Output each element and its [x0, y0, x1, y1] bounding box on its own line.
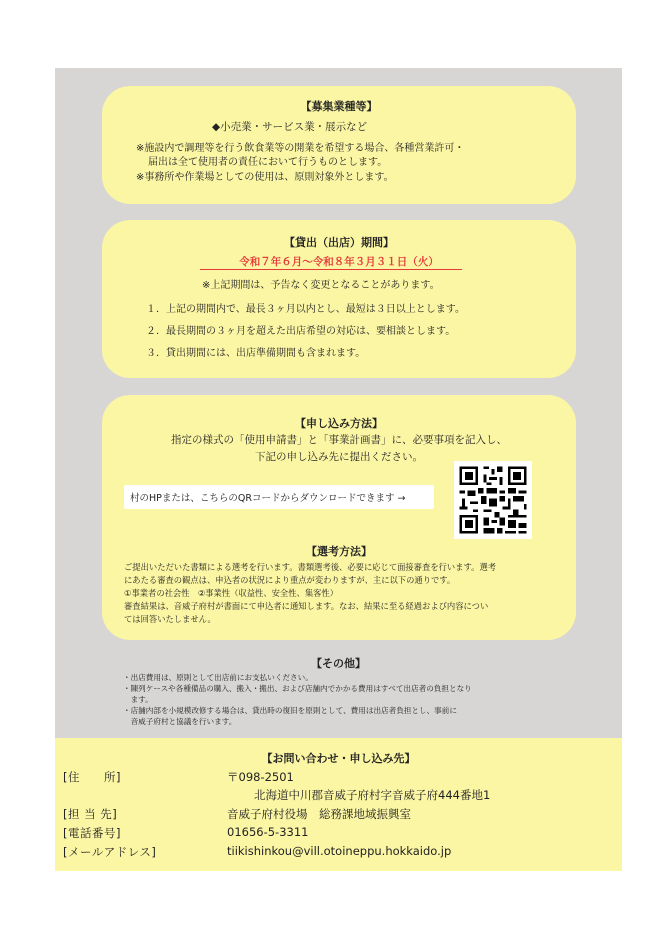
other-heading: 【その他】 [311, 657, 366, 670]
other-line-2: ・陳列ケースや各種備品の購入、搬入・搬出、および店舗内でかかる費用はすべて出店者の負担となり [123, 684, 472, 693]
address-label: [住 所] [63, 770, 121, 784]
recruit-heading: 【募集業種等】 [300, 100, 378, 113]
dest-label: [担 当 先] [63, 807, 118, 821]
phone-value[interactable]: 01656-5-3311 [227, 825, 309, 839]
other-line-1: ・出店費用は、原則として出店前にお支払いください。 [123, 673, 313, 682]
mail-label: [メールアドレス] [63, 845, 157, 859]
recruit-note-1b: 届出は全て使用者の責任において行うものとします。 [148, 157, 388, 168]
period-notice: ※上記期間は、予告なく変更となることがあります。 [202, 280, 440, 291]
selection-line-2: にあたる審査の観点は、申込者の状況により重点が変わりますが、主に以下の通りです。 [124, 575, 456, 585]
qr-download-box [124, 485, 434, 509]
period-item-3: ３．貸出期間には、出店準備期間も含まれます。 [146, 348, 366, 359]
period-card [102, 220, 576, 378]
period-dates-underline [200, 269, 462, 270]
phone-label: [電話番号] [63, 826, 121, 840]
selection-line-4: 審査結果は、音威子府村が書面にて申込者に通知します。なお、結果に至る経過および内容につい [124, 601, 489, 611]
qr-code-icon[interactable] [454, 461, 532, 539]
other-line-5: 音威子府村と協議を行います。 [123, 717, 237, 726]
other-line-4: ・店舗内部を小規模改修する場合は、貸出時の復旧を原則として、費用は出店者負担とし、事前に [123, 706, 457, 715]
mail-value[interactable]: tiikishinkou@vill.otoineppu.hokkaido.jp [227, 844, 452, 858]
dest-value: 音威子府村役場 総務課地域振興室 [227, 807, 411, 821]
recruit-note-2: ※事務所や作業場としての使用は、原則対象外とします。 [136, 172, 394, 183]
flyer-sheet [55, 68, 622, 871]
recruit-note-1a: ※施設内で調理等を行う飲食業等の開業を希望する場合、各種営業許可・ [136, 143, 465, 154]
contact-heading: 【お問い合わせ・申し込み先】 [261, 752, 416, 765]
other-line-3: ます。 [123, 695, 153, 704]
selection-line-5: ては回答いたしません。 [124, 614, 216, 624]
apply-heading: 【申し込み方法】 [295, 417, 383, 430]
selection-line-3: ①事業者の社会性 ②事業性（収益性、安全性、集客性） [124, 588, 339, 598]
period-dates: 令和７年６月～令和８年３月３１日（火） [239, 256, 439, 268]
address-value: 北海道中川郡音威子府村字音威子府444番地1 [254, 788, 491, 802]
selection-line-1: ご提出いただいた書類による選考を行います。書類選考後、必要に応じて面接審査を行います。選考 [124, 562, 497, 572]
recruit-card [102, 86, 576, 204]
selection-heading: 【選考方法】 [306, 545, 372, 558]
recruit-category: ◆小売業・サービス業・展示など [212, 121, 368, 133]
period-item-2: ２．最長期間の３ヶ月を超えた出店希望の対応は、要相談とします。 [146, 326, 456, 337]
period-item-1: １．上記の期間内で、最長３ヶ月以内とし、最短は３日以上とします。 [146, 304, 465, 315]
apply-line-2: 下記の申し込み先に提出ください。 [255, 451, 423, 463]
postal-code: 〒098-2501 [227, 770, 294, 784]
period-heading: 【貸出（出店）期間】 [284, 236, 394, 249]
apply-card [102, 395, 576, 640]
qr-download-text: 村のHPまたは、こちらのQRコードからダウンロードできます → [130, 493, 406, 504]
contact-section [55, 738, 622, 871]
apply-line-1: 指定の様式の「使用申請書」と「事業計画書」に、必要事項を記入し、 [171, 434, 507, 446]
